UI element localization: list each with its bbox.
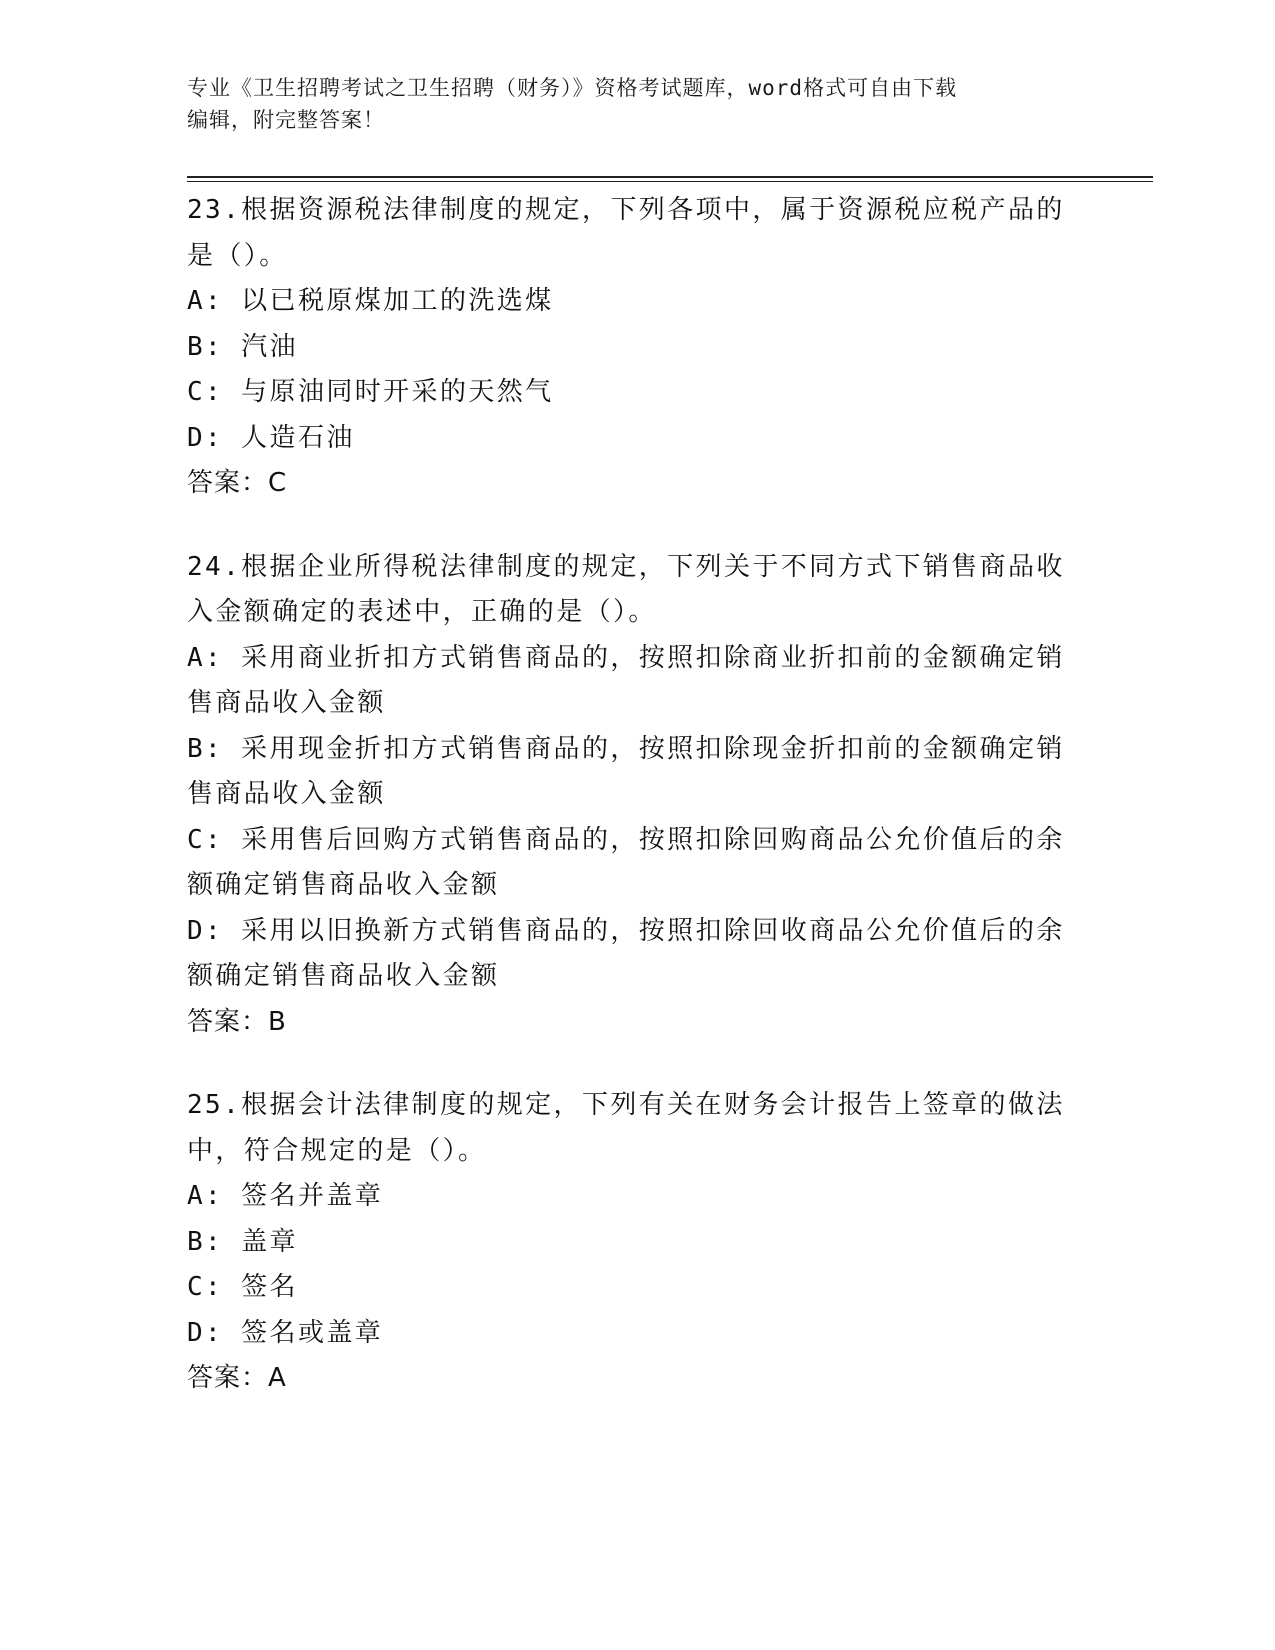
option-c: C: 采用售后回购方式销售商品的，按照扣除回购商品公允价值后的余 [187, 824, 1065, 855]
document-header [187, 72, 1067, 136]
option-c-continued: 额确定销售商品收入金额 [187, 870, 500, 900]
option-a: A: 以已税原煤加工的洗选煤 [187, 286, 554, 316]
question-stem-line: 是（）。 [187, 240, 288, 271]
question-stem-line: 入金额确定的表述中，正确的是（）。 [187, 597, 657, 627]
option-b: B: 盖章 [187, 1226, 298, 1257]
question-stem-line: 25.根据会计法律制度的规定，下列有关在财务会计报告上签章的做法 [187, 1090, 1065, 1120]
option-d-continued: 额确定销售商品收入金额 [187, 961, 500, 991]
option-b-continued: 售商品收入金额 [187, 779, 386, 809]
option-d: D: 签名或盖章 [187, 1317, 384, 1348]
option-a-continued: 售商品收入金额 [187, 688, 386, 718]
question-24 [187, 545, 1087, 1046]
option-b: B: 汽油 [187, 331, 298, 362]
option-d: D: 人造石油 [187, 422, 355, 453]
header-line-2: 编辑，附完整答案！ [187, 108, 385, 132]
question-25 [187, 1083, 1087, 1402]
option-a: A: 签名并盖章 [187, 1181, 384, 1211]
header-divider-thin [187, 181, 1153, 182]
question-list [187, 188, 1087, 1440]
option-a: A: 采用商业折扣方式销售商品的，按照扣除商业折扣前的金额确定销 [187, 642, 1065, 673]
header-line-1: 专业《卫生招聘考试之卫生招聘（财务）》资格考试题库，word格式可自由下载 [187, 76, 958, 100]
option-b: B: 采用现金折扣方式销售商品的，按照扣除现金折扣前的金额确定销 [187, 733, 1065, 764]
question-stem-line: 中，符合规定的是（）。 [187, 1135, 487, 1166]
answer-line: 答案：B [187, 1006, 287, 1037]
answer-line: 答案：C [187, 468, 288, 498]
option-d: D: 采用以旧换新方式销售商品的，按照扣除回收商品公允价值后的余 [187, 915, 1065, 946]
question-stem-line: 23.根据资源税法律制度的规定，下列各项中，属于资源税应税产品的 [187, 195, 1065, 225]
question-stem-line: 24.根据企业所得税法律制度的规定，下列关于不同方式下销售商品收 [187, 551, 1065, 582]
question-23 [187, 188, 1087, 507]
option-c: C: 与原油同时开采的天然气 [187, 377, 554, 407]
header-divider-thick [187, 176, 1153, 178]
answer-line: 答案：A [187, 1363, 287, 1393]
option-c: C: 签名 [187, 1272, 298, 1302]
